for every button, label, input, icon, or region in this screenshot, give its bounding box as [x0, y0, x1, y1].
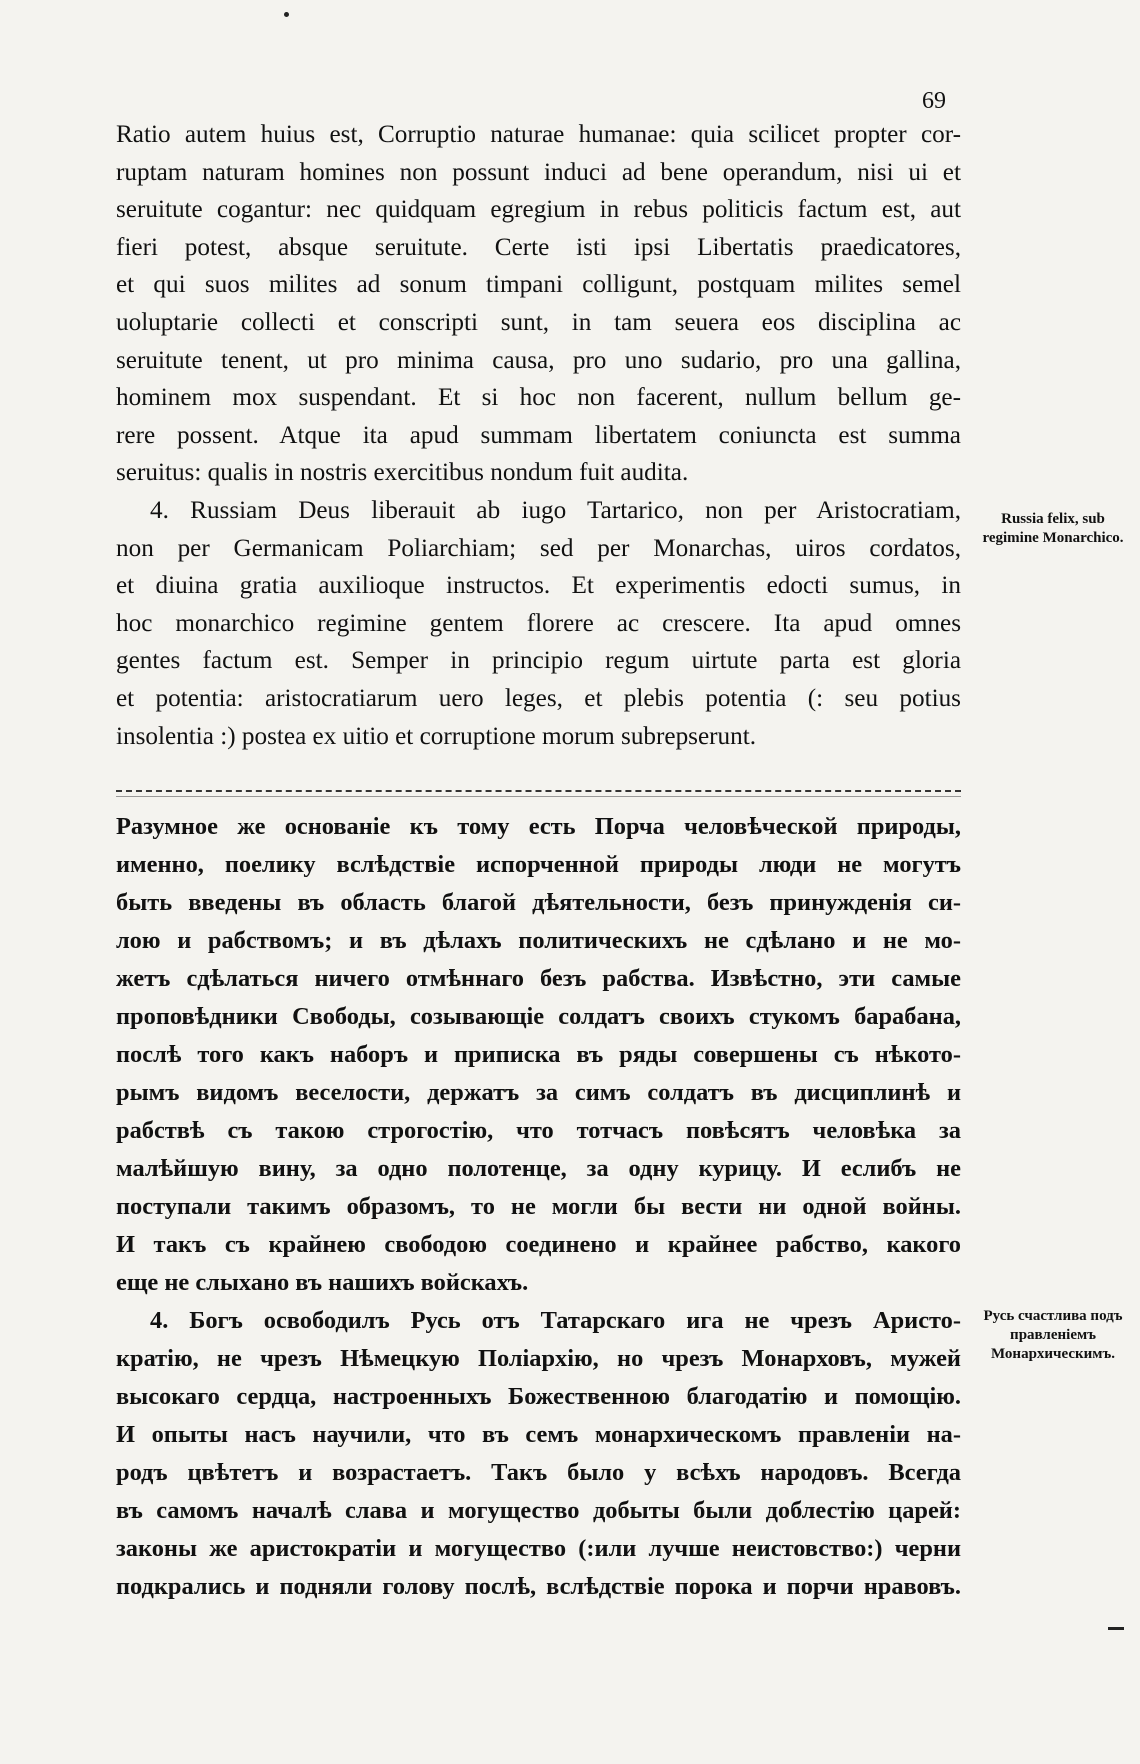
text-line: insolentia :) postea ex uitio et corruptione morum subrepserunt.: [116, 722, 757, 750]
text-line: Разумное же основаніе къ тому есть Порча человѣческой природы,: [116, 813, 961, 840]
text-line: послѣ того какъ наборъ и приписка въ ряды совершены съ нѣкото-: [116, 1041, 961, 1068]
text-line: rere possent. Atque ita apud summam libertatem coniuncta est summa: [116, 421, 961, 449]
text-line: лою и рабствомъ; и въ дѣлахъ политическихъ не сдѣлано и не мо-: [116, 927, 961, 954]
text-line: проповѣдники Свободы, созывающіе солдатъ своихъ стукомъ барабана,: [116, 1003, 961, 1030]
text-line: seruitute tenent, ut pro minima causa, pro uno sudario, pro una gallina,: [116, 346, 961, 374]
text-line: hominem mox suspendant. Et si hoc non facerent, nullum bellum ge-: [116, 384, 961, 412]
text-line: hoc monarchico regimine gentem florere ac crescere. Ita apud omnes: [116, 609, 961, 637]
text-line: высокаго сердца, настроенныхъ Божественною благодатію и помощію.: [116, 1383, 961, 1410]
text-line: И опыты насъ научили, что въ семъ монархическомъ правленіи на-: [116, 1421, 961, 1448]
text-line: подкрались и подняли голову послѣ, вслѣдствіе порока и порчи нравовъ.: [116, 1573, 961, 1600]
text-line: seruitute cogantur: nec quidquam egregium in rebus politicis factum est, aut: [116, 196, 961, 224]
text-line: законы же аристократіи и могущество (:или лучше неистовство:) черни: [116, 1535, 961, 1562]
text-line: рабствѣ съ такою строгостію, что тотчасъ повѣсятъ человѣка за: [116, 1117, 961, 1144]
text-line: et qui suos milites ad sonum timpani colligunt, postquam milites semel: [116, 271, 961, 299]
text-line: быть введены въ область благой дѣятельности, безъ принужденія си-: [116, 889, 961, 916]
text-line: 4. Russiam Deus liberauit ab iugo Tartarico, non per Aristocratiam,: [150, 496, 961, 524]
text-line: именно, поелику вслѣдствіе испорченной природы люди не могутъ: [116, 851, 961, 878]
text-line: родъ цвѣтетъ и возрастаетъ. Такъ было у всѣхъ народовъ. Всегда: [116, 1459, 961, 1486]
text-line: малѣйшую вину, за одно полотенце, за одну курицу. И еслибъ не: [116, 1155, 961, 1182]
text-line: жетъ сдѣлаться ничего отмѣннаго безъ рабства. Извѣстно, эти самые: [116, 965, 961, 992]
text-line: non per Germanicam Poliarchiam; sed per Monarchas, uiros cordatos,: [116, 534, 961, 562]
edge-mark: [1108, 1627, 1124, 1630]
text-line: et potentia: aristocratiarum uero leges, et plebis potentia (: seu potius: [116, 684, 961, 712]
text-line: въ самомъ началѣ слава и могущество добыты были доблестію царей:: [116, 1497, 961, 1524]
text-line: Ratio autem huius est, Corruptio naturae humanae: quia scilicet propter cor-: [116, 121, 961, 148]
section-divider-rule: [116, 796, 961, 797]
page-number: 69: [922, 88, 946, 114]
text-line: ruptam naturam homines non possunt induci ad bene operandum, nisi ui et: [116, 158, 961, 186]
latin-margin-note: Russia felix, sub regimine Monarchico.: [982, 511, 1124, 546]
russian-margin-note: Русь счастлива подъ правленіемъ Монархическимъ.: [983, 1308, 1123, 1362]
section-divider: [116, 790, 961, 792]
text-line: И такъ съ крайнею свободою соединено и крайнее рабство, какого: [116, 1231, 961, 1258]
text-line: seruitus: qualis in nostris exercitibus nondum fuit audita.: [116, 459, 689, 487]
text-line: et diuina gratia auxilioque instructos. Et experimentis edocti sumus, in: [116, 572, 961, 600]
ink-dot: [284, 12, 289, 17]
text-line: еще не слыхано въ нашихъ войскахъ.: [116, 1269, 529, 1296]
text-line: gentes factum est. Semper in principio regum uirtute parta est gloria: [116, 647, 961, 675]
latin-text-block: [116, 116, 961, 755]
russian-text-block: [116, 808, 961, 1606]
text-line: рымъ видомъ веселости, держатъ за симъ солдатъ въ дисциплинѣ и: [116, 1079, 961, 1106]
text-line: fieri potest, absque seruitute. Certe isti ipsi Libertatis praedicatores,: [116, 233, 961, 261]
text-line: uoluptarie collecti et conscripti sunt, in tam seuera eos disciplina ac: [116, 308, 961, 336]
text-line: 4. Богъ освободилъ Русь отъ Татарскаго ига не чрезъ Аристо-: [150, 1307, 961, 1334]
text-line: поступали такимъ образомъ, то не могли бы вести ни одной войны.: [116, 1193, 961, 1220]
text-line: кратію, не чрезъ Нѣмецкую Поліархію, но чрезъ Монарховъ, мужей: [116, 1345, 961, 1372]
